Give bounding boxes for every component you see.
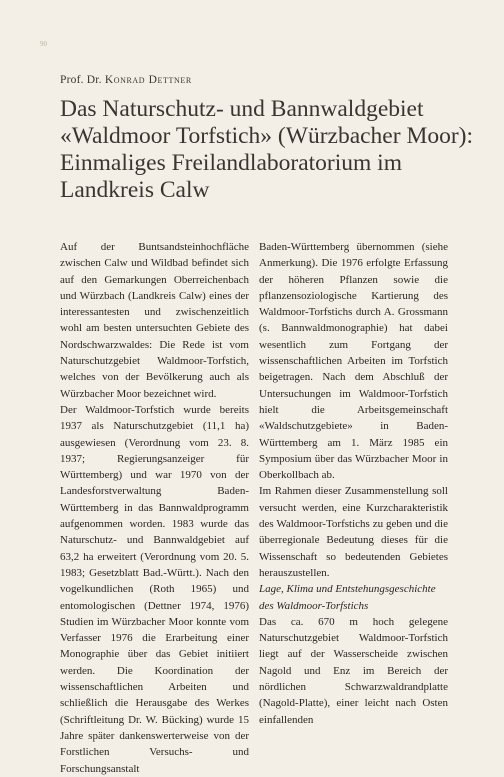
paragraph: Im Rahmen dieser Zusammenstellung soll versucht werden, eine Kurzcharakteristik des Waldmoor-Torfstichs zu geben und die überregionale Bedeutung dieses für die Wissenschaft so bedeutenden Gebietes herauszustellen. [259,485,448,579]
section-heading: Lage, Klima und Entstehungsgeschichte des Waldmoor-Torfstichs [259,583,436,612]
paragraph: Das ca. 670 m hoch gelegene Naturschutzgebiet Waldmoor-Torfstich liegt auf der Wasserscheide zwischen Nagold und Enz im Bereich der nördlichen Schwarzwaldrandplatte (Nagold-Platte), einer leicht nach Osten einfallenden [259,615,448,726]
paragraph: Der Waldmoor-Torfstich wurde bereits 1937 als Naturschutzgebiet (11,1 ha) ausgewiesen (Verordnung vom 23. 8. 1937; Regierungsanzeiger für Württemberg) und war 1970 von der Landesforstverwaltung Baden-Württemberg in das Bannwaldprogramm aufgenommen worden. 1983 wurde das Naturschutz- und Bannwaldgebiet auf 63,2 ha erweitert (Verordnung vom 20. 5. 1983; Gesetzblatt Bad.-Württ.). Nach den vogelkundlichen (Roth 1965) und entomologischen (Dettner 1974, 1976) Studien im Würzbacher Moor konnte vom Verfasser 1976 die Erarbeitung einer Monographie über das Gebiet initiiert werden. Die Koordination der wissenschaftlichen Arbeiten und schließlich die Herausgabe des Werkes (Schriftleitung Dr. W. Bücking) wurde 15 Jahre später dankenswerterweise von der Forstlichen Versuchs- und Forschungsanstalt [60,403,249,775]
left-column [60,239,249,777]
author-prefix: Prof. Dr. [60,74,102,86]
paragraph: Auf der Buntsandsteinhochfläche zwischen Calw und Wildbad befindet sich auf den Gemarkungen Oberreichenbach und Würzbach (Landkreis Calw) eines der interessantesten und zwischenzeitlich wohl am besten untersuchten Gebiete des Nordschwarzwaldes: Die Rede ist vom Naturschutzgebiet Waldmoor-Torfstich, welches von der Bevölkerung auch als Würzbacher Moor bezeichnet wird. [60,241,249,400]
right-column [259,239,448,728]
author-line [60,74,192,86]
page-number: 90 [40,40,47,48]
article-title: Das Naturschutz- und Bannwaldgebiet «Waldmoor Torfstich» (Würzbacher Moor): Einmaliges Freilandlaboratorium im Landkreis Calw [60,96,474,203]
paragraph: Baden-Württemberg übernommen (siehe Anmerkung). Die 1976 erfolgte Erfassung der höheren Pflanzen sowie die pflanzensoziologische Kartierung des Waldmoor-Torfstichs durch A. Grossmann (s. Bannwaldmonographie) hat dabei wesentlich zum Fortgang der wissenschaftlichen Arbeiten im Torfstich beigetragen. Nach dem Abschluß der Untersuchungen im Waldmoor-Torfstich hielt die Arbeitsgemeinschaft «Waldschutzgebiete» in Baden-Württemberg am 1. März 1985 ein Symposium über das Würzbacher Moor in Oberkollbach ab. [259,241,448,482]
author-name: Konrad Dettner [104,74,192,86]
